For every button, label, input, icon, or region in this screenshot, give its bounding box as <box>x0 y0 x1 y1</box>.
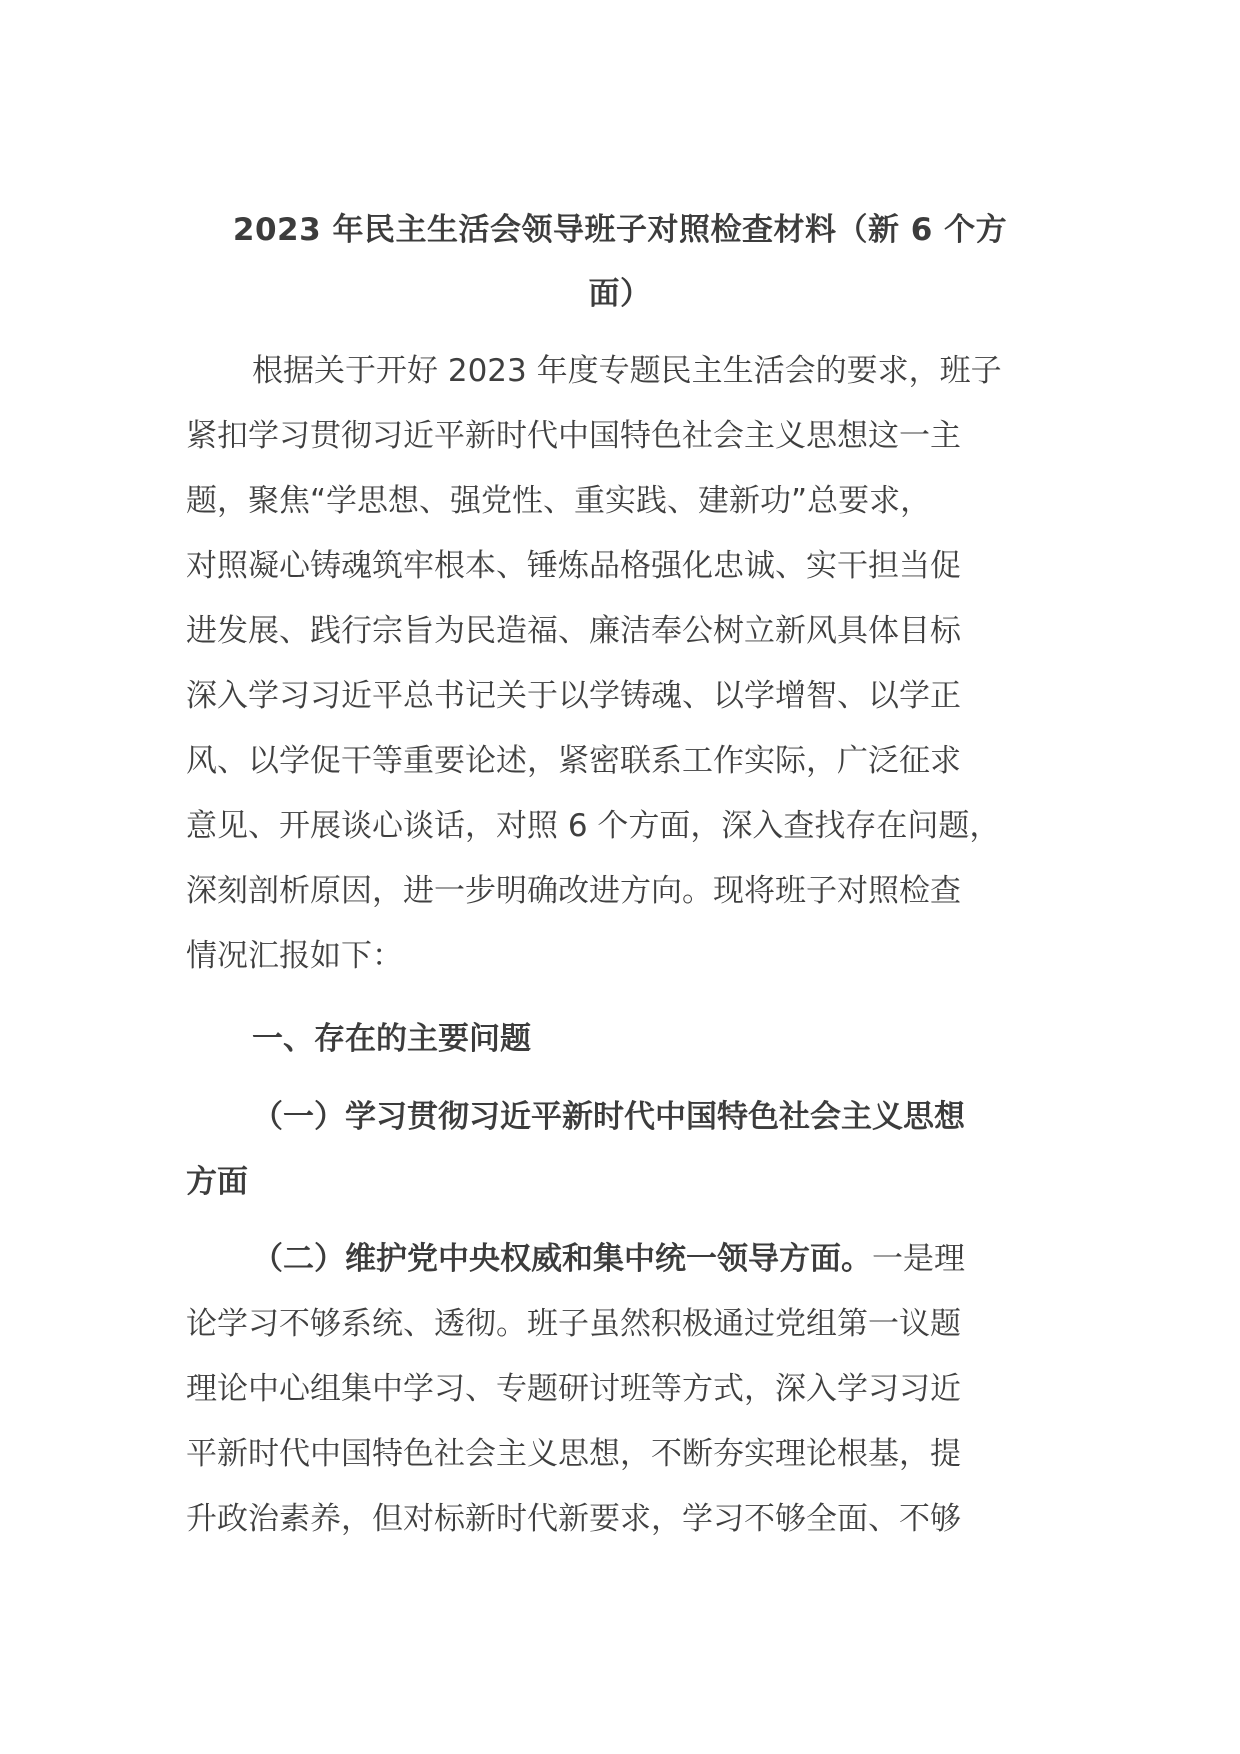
subsection-2-line: 平新时代中国特色社会主义思想，不断夯实理论根基，提 <box>186 1436 961 1472</box>
intro-line: 进发展、践行宗旨为民造福、廉洁奉公树立新风具体目标 <box>186 613 961 649</box>
intro-line: 根据关于开好 2023 年度专题民主生活会的要求，班子 <box>252 353 1002 389</box>
subsection-2-line: 理论中心组集中学习、专题研讨班等方式，深入学习习近 <box>186 1371 961 1407</box>
subsection-2-paragraph <box>186 1227 1066 1552</box>
subsection-heading-2: （二）维护党中央权威和集中统一领导方面。 <box>252 1241 872 1277</box>
subsection-heading-line: （一）学习贯彻习近平新时代中国特色社会主义思想 <box>252 1099 965 1135</box>
intro-line: 对照凝心铸魂筑牢根本、锤炼品格强化忠诚、实干担当促 <box>186 548 961 584</box>
intro-line: 紧扣学习贯彻习近平新时代中国特色社会主义思想这一主 <box>186 418 961 454</box>
intro-line: 风、以学促干等重要论述，紧密联系工作实际，广泛征求 <box>186 743 961 779</box>
subsection-2-first-line <box>186 1227 1066 1292</box>
intro-line: 深入学习习近平总书记关于以学铸魂、以学增智、以学正 <box>186 678 961 714</box>
subsection-2-line: 升政治素养，但对标新时代新要求，学习不够全面、不够 <box>186 1501 961 1537</box>
intro-line: 意见、开展谈心谈话，对照 6 个方面，深入查找存在问题， <box>186 808 1001 844</box>
subsection-heading-1 <box>186 1085 1066 1215</box>
subsection-2-lead-text: 一是理 <box>872 1241 965 1277</box>
subsection-2-line: 论学习不够系统、透彻。班子虽然积极通过党组第一议题 <box>186 1306 961 1342</box>
intro-paragraph <box>186 339 1066 989</box>
intro-line: 情况汇报如下： <box>186 938 403 974</box>
title-line-2: 面） <box>588 276 652 312</box>
intro-line: 题，聚焦“学思想、强党性、重实践、建新功”总要求， <box>186 483 932 519</box>
document-title <box>190 198 1050 326</box>
intro-line: 深刻剖析原因，进一步明确改进方向。现将班子对照检查 <box>186 873 961 909</box>
title-line-1: 2023 年民主生活会领导班子对照检查材料（新 6 个方 <box>232 212 1008 248</box>
subsection-heading-line: 方面 <box>186 1164 248 1200</box>
section-heading-1: 一、存在的主要问题 <box>252 1021 531 1057</box>
